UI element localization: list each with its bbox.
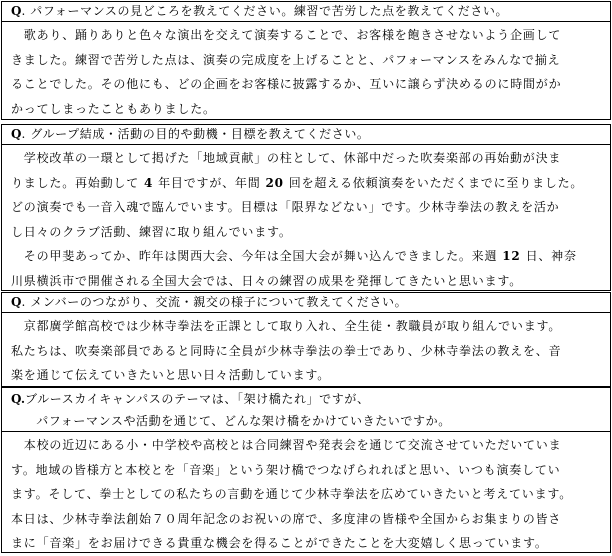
answer-2-line: 学校改革の一環として掲げた「地域貢献」の柱として、休部中だった吹奏楽部の再始動が決ま	[11, 151, 562, 165]
question-2-prefix: Q	[11, 127, 22, 141]
question-4	[1, 387, 611, 432]
question-3	[1, 292, 611, 313]
answer-4-line: ます。そして、拳士としての私たちの言動を通じて少林寺拳法を広めていきたいと考えています。	[11, 487, 573, 501]
question-2-text: . グループ結成・活動の目的や動機・目標を教えてください。	[21, 127, 370, 141]
answer-1-line: ることでした。その他にも、どの企画をお客様に披露するか、互いに譲らず決めるのに時間がか	[11, 77, 562, 91]
question-2	[1, 124, 611, 145]
question-4-line	[11, 388, 610, 410]
answer-2-line: し日々のクラブ活動、練習に取り組んでいます。	[11, 224, 292, 239]
answer-1-line: かってしまったこともありました。	[11, 101, 216, 116]
answer-2	[1, 145, 611, 291]
question-1-text: . パフォーマンスの見どころを教えてください。練習で苦労した点を教えてください。	[21, 4, 509, 18]
answer-3	[1, 313, 611, 387]
answer-3-line: 京都廣学館高校では少林寺拳法を正課として取り入れ、全生徒・教職員が取り組んでいます。	[11, 319, 562, 333]
answer-2-line: その甲斐あってか、昨年は関西大会、今年は全国大会が舞い込んできました。来週 12 日、神奈	[11, 249, 577, 263]
answer-2-line: 川県横浜市で開催される全国大会では、日々の練習の成果を発揮してきたいと思います。	[11, 273, 523, 288]
question-3-prefix: Q	[11, 295, 22, 309]
answer-4-line: す。地域の皆様方と本校とを「音楽」という架け橋でつなげられればと思い、いつも演奏してい	[11, 462, 561, 477]
answer-4	[1, 432, 611, 553]
answer-4-line: 本校の近辺にある小・中学校や高校とは合同練習や発表会を通じて交流させていただいていま	[11, 438, 562, 452]
question-1	[1, 1, 611, 22]
emphasized-number: 4	[139, 175, 159, 190]
answer-3-line: 楽を通じて伝えていきたいと思い日々活動しています。	[11, 368, 331, 382]
emphasized-number: 12	[497, 249, 526, 263]
answer-1-line: 歌あり、踊りありと色々な演出を交えて演奏することで、お客様を飽きさせないよう企画して	[11, 28, 562, 42]
question-4-line: パフォーマンスや活動を通じて、どんな架け橋をかけていきたいですか。	[11, 414, 451, 428]
answer-1-line: きました。練習で苦労した点は、演奏の完成度を上げることと、パフォーマンスをみんなで揃え	[11, 52, 561, 67]
answer-2-line: どの演奏でも一音入魂で臨んでいます。目標は「限界などない」です。少林寺拳法の教えを活か	[11, 200, 560, 214]
answer-1	[1, 22, 611, 120]
answer-4-line: 本日は、少林寺拳法創始７０周年記念のお祝いの席で、多度津の皆様や全国からお集まりの皆さ	[11, 511, 562, 526]
question-3-text: . メンバーのつながり、交流・親交の様子について教えてください。	[21, 295, 408, 309]
answer-3-line: 私たちは、吹奏楽部員であると同時に全員が少林寺拳法の拳士であり、少林寺拳法の教えを、音	[11, 343, 562, 358]
question-1-prefix: Q	[11, 4, 22, 18]
question-4-text: ブルースカイキャンパスのテーマは、「架け橋たれ」ですが、	[25, 392, 370, 406]
answer-4-line: まに「音楽」をお届けできる貴重な機会を得ることができたことを大変嬉しく思っています。	[11, 536, 548, 550]
question-4-prefix: Q.	[11, 392, 26, 406]
answer-2-line: りました。再始動して 4 年目ですが、年間 20 回を超える依頼演奏をいただくまでに至りました。	[11, 175, 584, 190]
emphasized-number: 20	[260, 175, 289, 190]
